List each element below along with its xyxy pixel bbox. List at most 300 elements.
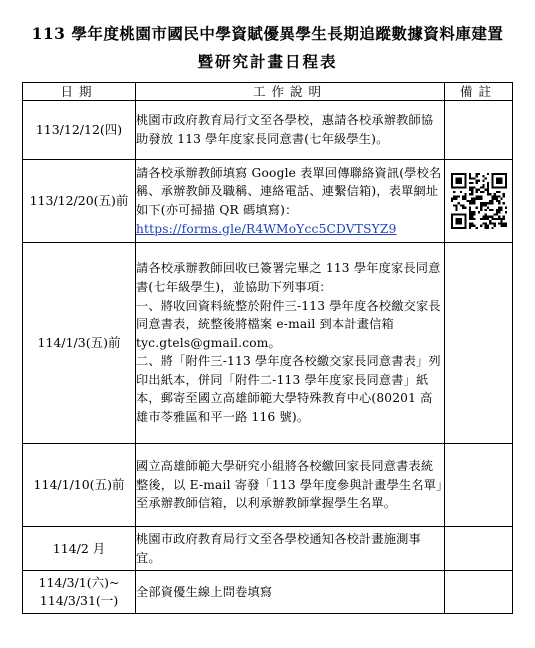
qr-module <box>468 213 470 215</box>
qr-module <box>484 218 486 220</box>
qr-module <box>473 225 475 227</box>
qr-module <box>502 225 504 227</box>
qr-module <box>462 204 464 206</box>
qr-module <box>468 175 470 177</box>
qr-module <box>464 213 466 215</box>
qr-module <box>471 222 473 224</box>
qr-module <box>475 227 477 229</box>
qr-module <box>493 213 495 215</box>
qr-module <box>484 213 486 215</box>
qr-module <box>464 216 466 218</box>
header-date: 日期 <box>23 83 136 101</box>
qr-module <box>502 195 504 197</box>
qr-module <box>459 222 461 224</box>
qr-module <box>504 175 506 177</box>
qr-module <box>500 220 502 222</box>
description-text: 桃園市政府教育局行文至各學校，惠請各校承辦教師協助發放 113 學年度家長同意書(七年級學生)。 <box>136 113 434 146</box>
qr-module <box>491 202 493 204</box>
qr-module <box>500 173 502 175</box>
qr-module <box>482 191 484 193</box>
qr-module <box>471 189 473 191</box>
qr-module <box>504 225 506 227</box>
qr-module <box>489 222 491 224</box>
qr-module <box>486 225 488 227</box>
qr-module <box>493 218 495 220</box>
description-text: 請各校承辦教師回收已簽署完畢之 113 學年度家長同意書(七年級學生)，並協助下列事項： <box>136 261 441 294</box>
qr-module <box>491 175 493 177</box>
qr-module <box>475 189 477 191</box>
qr-module <box>486 227 488 229</box>
qr-module <box>459 182 461 184</box>
qr-module <box>486 186 488 188</box>
qr-module <box>484 177 486 179</box>
qr-module <box>502 173 504 175</box>
qr-module <box>477 173 479 175</box>
qr-module <box>486 202 488 204</box>
qr-module <box>480 204 482 206</box>
qr-module <box>459 227 461 229</box>
qr-module <box>500 209 502 211</box>
qr-module <box>468 173 470 175</box>
qr-module <box>468 200 470 202</box>
qr-module <box>504 173 506 175</box>
qr-module <box>504 177 506 179</box>
qr-module <box>504 180 506 182</box>
document-subtitle: 暨研究計畫日程表 <box>197 52 338 71</box>
qr-module <box>464 175 466 177</box>
qr-module <box>504 207 506 209</box>
qr-module <box>480 191 482 193</box>
qr-module <box>495 186 497 188</box>
qr-module <box>480 202 482 204</box>
qr-module <box>475 195 477 197</box>
qr-module <box>464 180 466 182</box>
qr-module <box>495 200 497 202</box>
qr-module <box>502 186 504 188</box>
qr-module <box>475 191 477 193</box>
qr-module <box>473 202 475 204</box>
qr-module <box>475 198 477 200</box>
qr-module <box>495 213 497 215</box>
qr-module <box>489 193 491 195</box>
qr-module <box>482 186 484 188</box>
qr-module <box>491 195 493 197</box>
qr-module <box>471 216 473 218</box>
row-description <box>136 444 445 527</box>
qr-module <box>451 177 453 179</box>
qr-module <box>498 173 500 175</box>
qr-module <box>455 186 457 188</box>
qr-module <box>462 173 464 175</box>
qr-module <box>491 182 493 184</box>
qr-module <box>471 186 473 188</box>
qr-module <box>455 227 457 229</box>
qr-module <box>455 222 457 224</box>
row-date: 114/2 月 <box>23 527 136 571</box>
qr-module <box>464 186 466 188</box>
qr-module <box>473 213 475 215</box>
qr-module <box>482 204 484 206</box>
qr-module <box>453 186 455 188</box>
qr-module <box>482 184 484 186</box>
qr-module <box>493 195 495 197</box>
qr-module <box>471 202 473 204</box>
qr-module <box>489 209 491 211</box>
qr-module <box>484 216 486 218</box>
qr-module <box>500 182 502 184</box>
qr-module <box>451 222 453 224</box>
qr-module <box>495 191 497 193</box>
qr-module <box>495 180 497 182</box>
qr-module <box>462 186 464 188</box>
qr-module <box>473 218 475 220</box>
qr-module <box>475 173 477 175</box>
qr-module <box>451 184 453 186</box>
qr-module <box>453 173 455 175</box>
qr-module <box>453 227 455 229</box>
qr-module <box>486 218 488 220</box>
qr-module <box>498 216 500 218</box>
qr-module <box>491 177 493 179</box>
document-title: 113 學年度桃園市國民中學資賦優異學生長期追蹤數據資料庫建置 <box>31 24 504 43</box>
qr-module <box>451 213 453 215</box>
qr-module <box>451 227 453 229</box>
qr-module <box>464 177 466 179</box>
qr-module <box>471 213 473 215</box>
qr-module <box>459 191 461 193</box>
row-date: 113/12/12(四) <box>23 101 136 160</box>
qr-module <box>484 225 486 227</box>
qr-module <box>457 222 459 224</box>
qr-module <box>495 211 497 213</box>
qr-module <box>480 198 482 200</box>
qr-module <box>500 225 502 227</box>
qr-module <box>468 189 470 191</box>
qr-module <box>491 186 493 188</box>
qr-module <box>455 209 457 211</box>
qr-module <box>457 227 459 229</box>
qr-module <box>457 177 459 179</box>
qr-module <box>455 207 457 209</box>
qr-module <box>468 227 470 229</box>
qr-module <box>491 227 493 229</box>
qr-module <box>464 227 466 229</box>
qr-module <box>462 213 464 215</box>
qr-module <box>502 216 504 218</box>
qr-module <box>484 202 486 204</box>
qr-module <box>500 186 502 188</box>
row-note <box>445 571 513 614</box>
qr-module <box>498 207 500 209</box>
qr-module <box>484 209 486 211</box>
qr-module <box>462 195 464 197</box>
qr-module <box>457 173 459 175</box>
date-range-start: 114/3/1(六)~ <box>38 575 120 590</box>
row-date: 114/1/3(五)前 <box>23 243 136 444</box>
qr-module <box>455 182 457 184</box>
qr-module <box>495 195 497 197</box>
qr-module <box>495 173 497 175</box>
qr-module <box>498 200 500 202</box>
row-description <box>136 160 445 243</box>
qr-module <box>495 218 497 220</box>
qr-module <box>462 227 464 229</box>
row-note <box>445 444 513 527</box>
qr-module <box>493 225 495 227</box>
qr-module <box>495 182 497 184</box>
qr-module <box>457 213 459 215</box>
qr-module <box>455 195 457 197</box>
qr-module <box>486 193 488 195</box>
qr-module <box>498 222 500 224</box>
qr-module <box>468 207 470 209</box>
qr-module <box>502 218 504 220</box>
qr-module <box>504 184 506 186</box>
qr-module <box>455 180 457 182</box>
row-note <box>445 527 513 571</box>
qr-module <box>455 198 457 200</box>
qr-module <box>459 204 461 206</box>
qr-module <box>475 180 477 182</box>
qr-module <box>457 195 459 197</box>
qr-module <box>480 207 482 209</box>
qr-module <box>502 193 504 195</box>
qr-module <box>500 218 502 220</box>
qr-module <box>484 222 486 224</box>
qr-module <box>498 191 500 193</box>
qr-module <box>493 222 495 224</box>
description-text: 國立高雄師範大學研究小組將各校繳回家長同意書表統整後，以 E-mail 寄發「113 學年度參與計畫學生名單」至承辦教師信箱，以利承辦教師掌握學生名單。 <box>136 459 443 511</box>
qr-module <box>486 173 488 175</box>
qr-module <box>464 218 466 220</box>
qr-module <box>480 218 482 220</box>
qr-module <box>473 198 475 200</box>
table-row <box>23 527 513 571</box>
qr-module <box>468 222 470 224</box>
qr-module <box>451 200 453 202</box>
qr-code-icon[interactable] <box>451 173 507 229</box>
qr-module <box>451 216 453 218</box>
table-row <box>23 571 513 614</box>
qr-module <box>464 173 466 175</box>
qr-module <box>491 218 493 220</box>
qr-module <box>498 211 500 213</box>
qr-module <box>451 198 453 200</box>
qr-module <box>495 209 497 211</box>
google-form-link[interactable]: https://forms.gle/R4WMoYcc5CDVTSYZ9 <box>136 221 397 236</box>
qr-module <box>468 202 470 204</box>
qr-module <box>457 218 459 220</box>
qr-module <box>482 202 484 204</box>
qr-module <box>473 177 475 179</box>
header-description: 工作說明 <box>136 83 445 101</box>
qr-module <box>498 177 500 179</box>
qr-module <box>451 175 453 177</box>
qr-module <box>477 195 479 197</box>
qr-module <box>453 204 455 206</box>
qr-module <box>502 202 504 204</box>
qr-module <box>480 186 482 188</box>
qr-module <box>480 225 482 227</box>
qr-module <box>459 177 461 179</box>
qr-module <box>500 222 502 224</box>
qr-module <box>464 193 466 195</box>
qr-module <box>457 202 459 204</box>
qr-module <box>498 202 500 204</box>
qr-module <box>495 198 497 200</box>
qr-module <box>462 207 464 209</box>
qr-module <box>491 222 493 224</box>
qr-module <box>468 186 470 188</box>
schedule-table <box>22 82 513 614</box>
qr-module <box>500 177 502 179</box>
qr-module <box>500 207 502 209</box>
qr-module <box>475 175 477 177</box>
row-description <box>136 571 445 614</box>
qr-module <box>498 180 500 182</box>
description-text: 桃園市政府教育局行文至各學校通知各校計畫施測事宜。 <box>136 531 421 565</box>
qr-module <box>504 222 506 224</box>
qr-module <box>471 193 473 195</box>
qr-module <box>468 193 470 195</box>
qr-module <box>475 182 477 184</box>
qr-module <box>491 209 493 211</box>
table-row <box>23 243 513 444</box>
qr-module <box>489 220 491 222</box>
qr-module <box>459 180 461 182</box>
qr-module <box>473 200 475 202</box>
qr-module <box>464 182 466 184</box>
row-date <box>23 571 136 614</box>
qr-module <box>468 225 470 227</box>
qr-module <box>482 175 484 177</box>
qr-module <box>493 193 495 195</box>
qr-module <box>466 200 468 202</box>
qr-module <box>500 180 502 182</box>
qr-module <box>477 211 479 213</box>
qr-module <box>484 189 486 191</box>
qr-module <box>498 195 500 197</box>
qr-module <box>484 204 486 206</box>
qr-module <box>464 207 466 209</box>
qr-module <box>471 225 473 227</box>
description-text: 請各校承辦教師填寫 Google 表單回傳聯絡資訊(學校名稱、承辦教師及職稱、連絡電話、連繫信箱)，表單網址如下(亦可掃描 QR 碼填寫)： <box>136 165 442 217</box>
qr-module <box>486 216 488 218</box>
qr-module <box>459 186 461 188</box>
qr-module <box>451 218 453 220</box>
qr-module <box>489 216 491 218</box>
qr-module <box>464 195 466 197</box>
qr-module <box>491 173 493 175</box>
qr-module <box>489 202 491 204</box>
description-item-1: 一、將收回資料統整於附件三-113 學年度各校繳交家長同意書表，統整後將檔案 e-mail 到本計畫信箱 tyc.gtels@gmail.com。 <box>136 298 441 350</box>
row-description <box>136 243 445 444</box>
qr-module <box>475 207 477 209</box>
qr-module <box>453 213 455 215</box>
table-row <box>23 160 513 243</box>
qr-module <box>473 186 475 188</box>
qr-module <box>482 222 484 224</box>
qr-module <box>498 209 500 211</box>
qr-module <box>451 180 453 182</box>
qr-module <box>491 200 493 202</box>
qr-module <box>464 184 466 186</box>
row-description <box>136 101 445 160</box>
qr-module <box>484 227 486 229</box>
qr-module <box>471 191 473 193</box>
qr-module <box>493 198 495 200</box>
qr-module <box>498 218 500 220</box>
qr-module <box>495 177 497 179</box>
qr-module <box>468 182 470 184</box>
qr-module <box>464 225 466 227</box>
date-range-end: 114/3/31(一) <box>39 593 119 608</box>
qr-module <box>451 186 453 188</box>
row-note <box>445 160 513 243</box>
qr-module <box>453 191 455 193</box>
qr-module <box>477 198 479 200</box>
qr-module <box>464 222 466 224</box>
qr-module <box>459 220 461 222</box>
qr-module <box>457 182 459 184</box>
row-note <box>445 101 513 160</box>
qr-module <box>471 211 473 213</box>
qr-module <box>502 222 504 224</box>
qr-module <box>477 180 479 182</box>
qr-module <box>491 216 493 218</box>
qr-module <box>453 195 455 197</box>
qr-module <box>468 218 470 220</box>
row-date: 113/12/20(五)前 <box>23 160 136 243</box>
table-row <box>23 101 513 160</box>
qr-module <box>491 198 493 200</box>
qr-module <box>459 173 461 175</box>
qr-module <box>471 198 473 200</box>
qr-module <box>504 186 506 188</box>
qr-module <box>491 180 493 182</box>
qr-module <box>491 184 493 186</box>
qr-module <box>489 200 491 202</box>
qr-module <box>468 177 470 179</box>
description-item-2: 二、將「附件三-113 學年度各校繳交家長同意書表」列印出紙本，併同「附件二-113 學年度家長同意書」紙本，郵寄至國立高雄師範大學特殊教育中心(80201 高雄市苓雅區和平一路 116 號)。 <box>136 354 441 425</box>
qr-module <box>455 218 457 220</box>
qr-module <box>504 211 506 213</box>
row-note <box>445 243 513 444</box>
qr-module <box>493 186 495 188</box>
qr-module <box>471 218 473 220</box>
qr-module <box>451 173 453 175</box>
row-date: 114/1/10(五)前 <box>23 444 136 527</box>
qr-module <box>453 198 455 200</box>
qr-module <box>451 182 453 184</box>
qr-module <box>451 225 453 227</box>
qr-module <box>482 218 484 220</box>
qr-module <box>486 207 488 209</box>
qr-module <box>477 189 479 191</box>
qr-module <box>457 180 459 182</box>
header-note: 備註 <box>445 83 513 101</box>
qr-module <box>457 186 459 188</box>
qr-module <box>504 182 506 184</box>
qr-module <box>468 216 470 218</box>
qr-module <box>462 198 464 200</box>
qr-module <box>464 220 466 222</box>
qr-module <box>455 220 457 222</box>
qr-module <box>459 213 461 215</box>
qr-module <box>498 182 500 184</box>
qr-module <box>468 209 470 211</box>
qr-module <box>480 209 482 211</box>
